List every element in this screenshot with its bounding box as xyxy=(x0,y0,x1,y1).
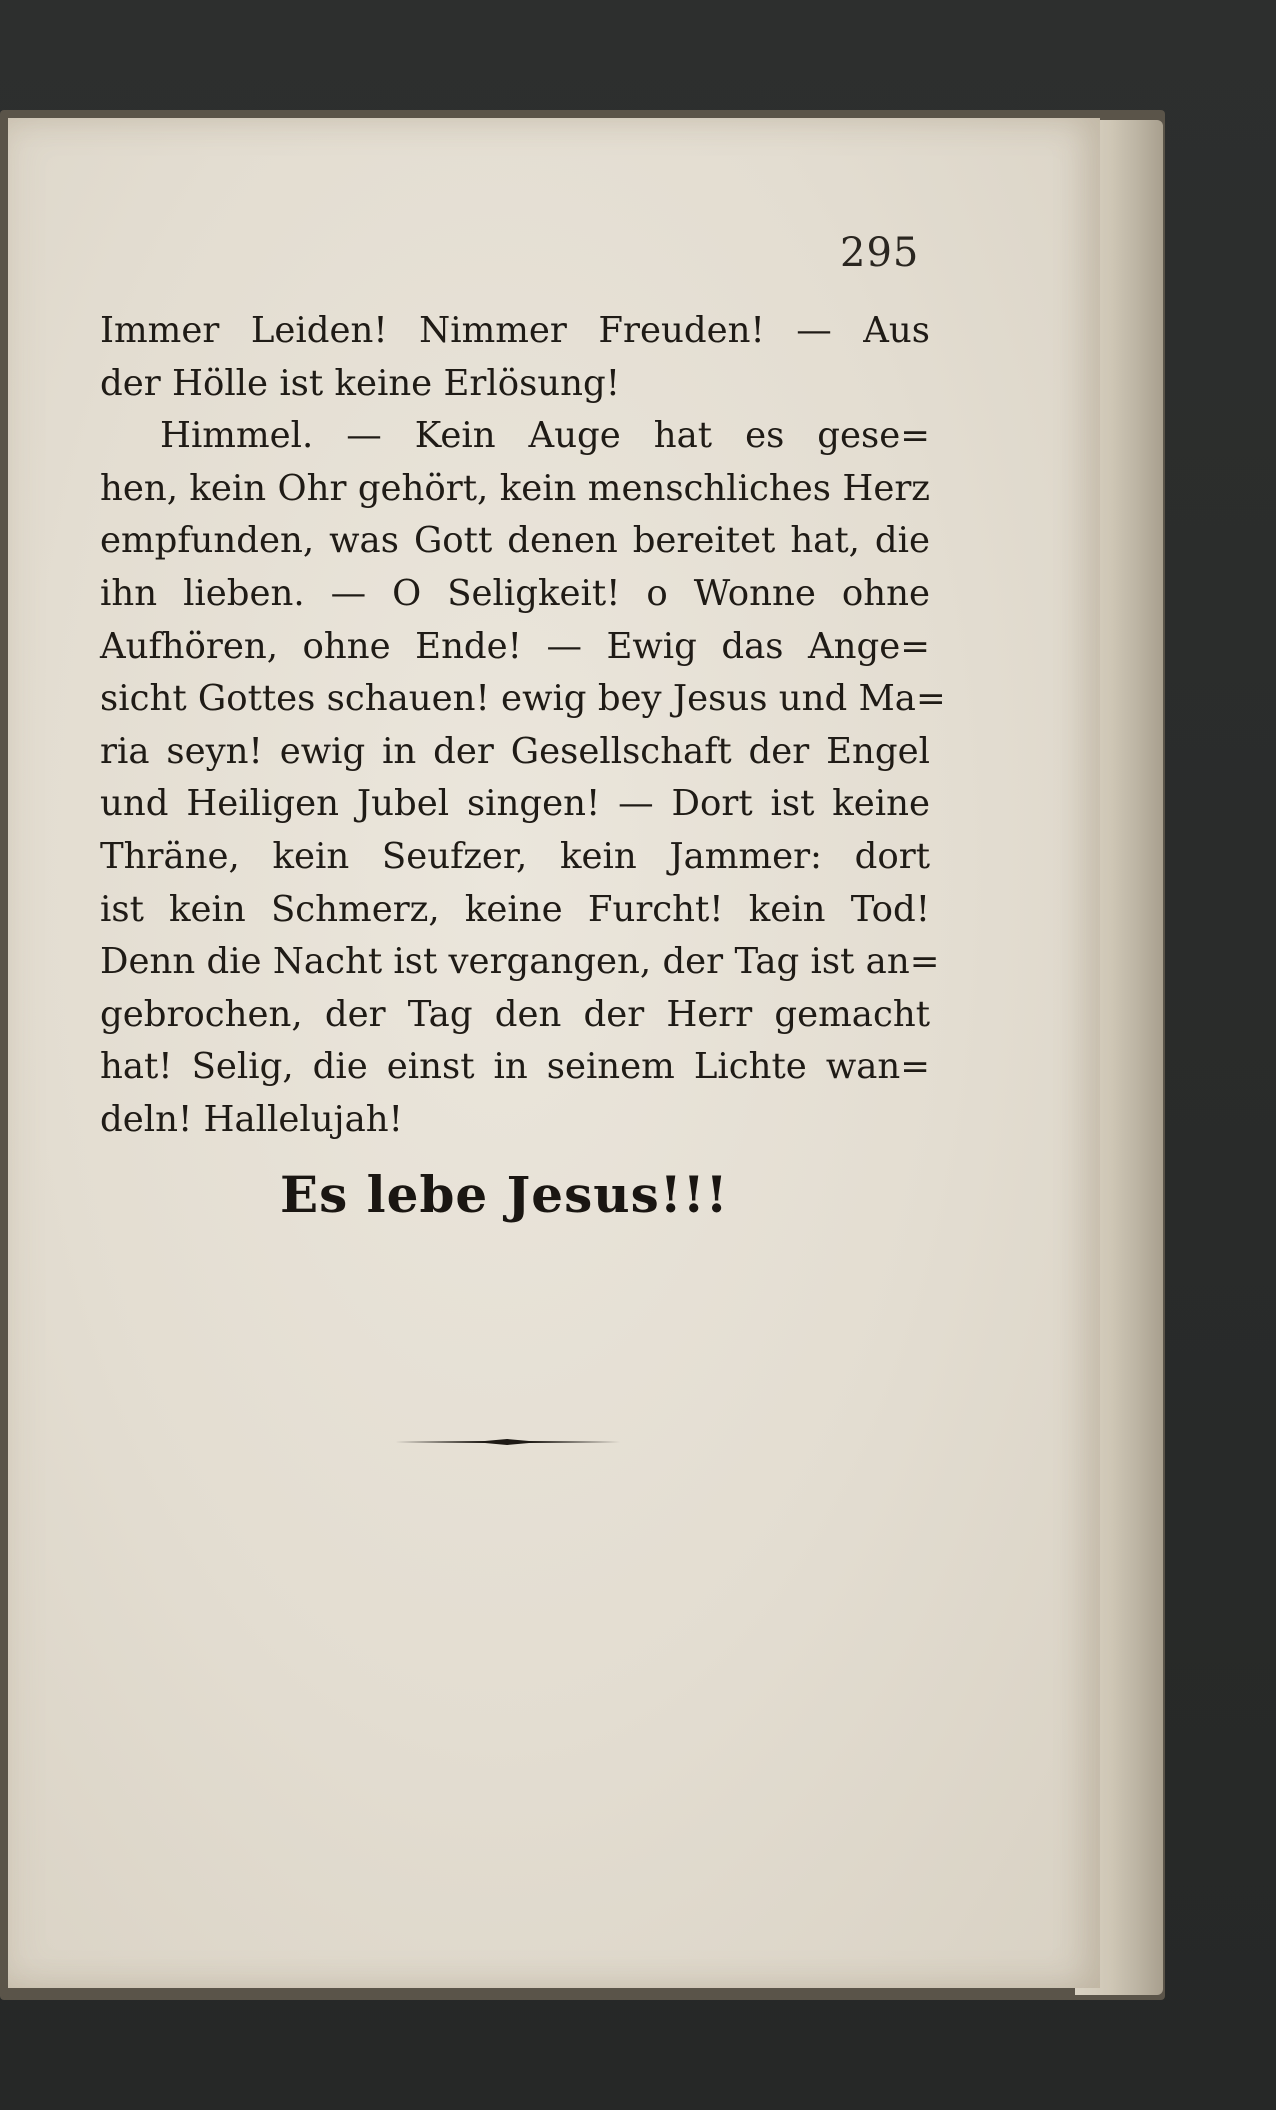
text-line: Himmel. — Kein Auge hat es gese= xyxy=(160,415,930,457)
text-line: Thräne, kein Seufzer, kein Jammer: dort xyxy=(100,835,930,877)
body-text xyxy=(100,305,946,1147)
page-number: 295 xyxy=(840,230,920,276)
text-line: gebrochen, der Tag den der Herr gemacht xyxy=(100,993,930,1035)
text-line: Denn die Nacht ist vergangen, der Tag ist an= xyxy=(100,941,940,983)
text-line: ihn lieben. — O Seligkeit! o Wonne ohne xyxy=(100,572,930,614)
text-line: hen, kein Ohr gehört, kein menschliches Herz xyxy=(100,467,930,509)
text-line: ist kein Schmerz, keine Furcht! kein Tod! xyxy=(100,888,930,930)
text-line: Aufhören, ohne Ende! — Ewig das Ange= xyxy=(100,625,930,667)
text-line: und Heiligen Jubel singen! — Dort ist keine xyxy=(100,783,930,825)
text-line: deln! Hallelujah! xyxy=(100,1098,403,1140)
text-line: empfunden, was Gott denen bereitet hat, die xyxy=(100,520,930,562)
closing-heading: Es lebe Jesus!!! xyxy=(280,1165,729,1224)
text-line: der Hölle ist keine Erlösung! xyxy=(100,362,621,404)
decorative-rule xyxy=(395,1438,620,1446)
text-line: Immer Leiden! Nimmer Freuden! — Aus xyxy=(100,310,930,351)
text-line: ria seyn! ewig in der Gesellschaft der Engel xyxy=(100,730,930,772)
text-line: sicht Gottes schauen! ewig bey Jesus und Ma= xyxy=(100,678,946,720)
text-line: hat! Selig, die einst in seinem Lichte wan= xyxy=(100,1046,930,1088)
